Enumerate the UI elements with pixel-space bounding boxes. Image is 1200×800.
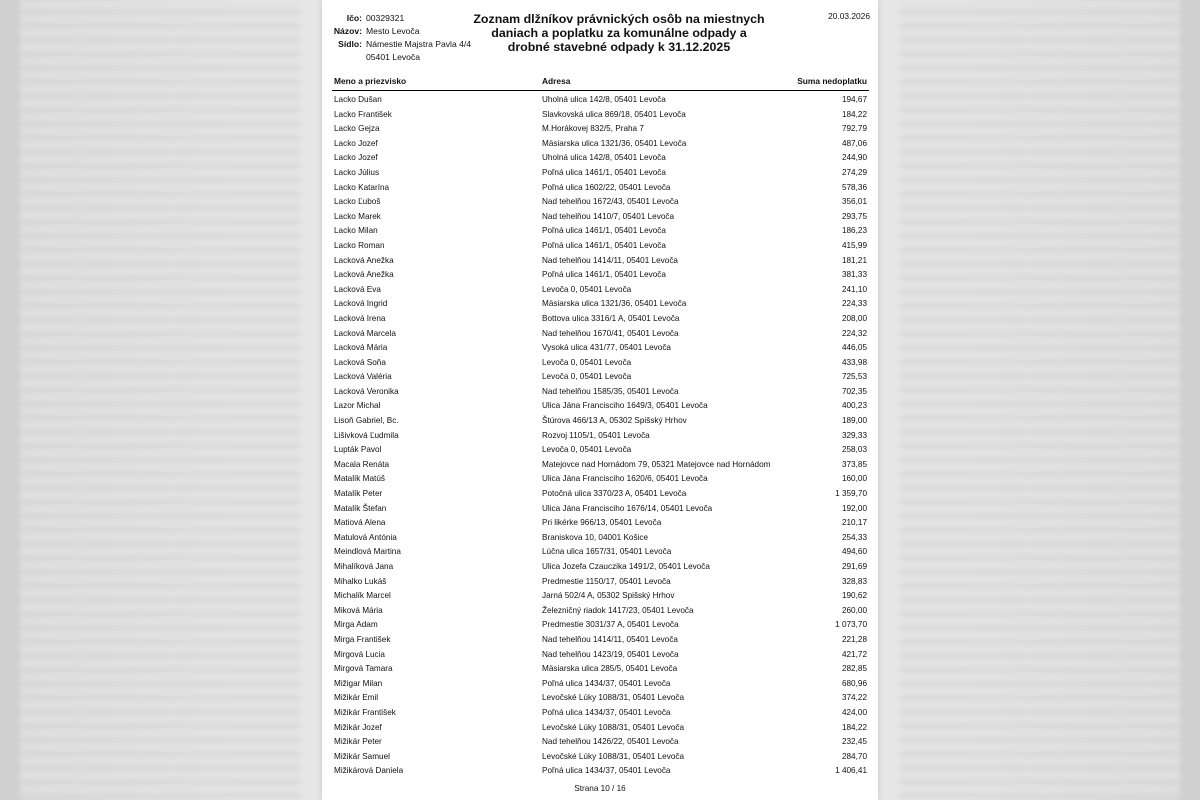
debtor-address: Levoča 0, 05401 Levoča xyxy=(542,445,632,455)
debtor-address: Nad tehelňou 1426/22, 05401 Levoča xyxy=(542,737,679,747)
debt-amount: 381,33 xyxy=(841,270,867,280)
debtor-address: Poľná ulica 1434/37, 05401 Levoča xyxy=(542,707,671,717)
table-row xyxy=(332,545,869,560)
debtor-address: Uholná ulica 142/8, 05401 Levoča xyxy=(542,153,666,163)
debtor-address: Vysoká ulica 431/77, 05401 Levoča xyxy=(542,343,671,353)
debt-amount: 415,99 xyxy=(841,240,867,250)
table-row xyxy=(332,487,869,502)
debtor-name: Matiová Alena xyxy=(334,518,386,528)
debt-amount: 244,90 xyxy=(841,153,867,163)
title-line-1: Zoznam dlžníkov právnických osôb na miestnych xyxy=(473,12,765,26)
debtor-name: Michalík Marcel xyxy=(334,591,391,601)
debtor-name: Lacko Katarína xyxy=(334,182,390,192)
table-row xyxy=(332,356,869,371)
table-row xyxy=(332,662,869,677)
debtor-name: Mižikár Peter xyxy=(334,737,382,747)
debtor-name: Meindlová Martina xyxy=(334,547,401,557)
debt-amount: 260,00 xyxy=(841,605,867,615)
blurred-background-left xyxy=(20,0,300,800)
debtor-name: Lazor Michal xyxy=(334,401,381,411)
debtor-address: Bottova ulica 3316/1 A, 05401 Levoča xyxy=(542,313,680,323)
table-row xyxy=(332,560,869,575)
debt-amount: 446,05 xyxy=(841,343,867,353)
debtor-address: Jarná 502/4 A, 05302 Spišský Hrhov xyxy=(542,591,675,601)
debtor-address: Rozvoj 1105/1, 05401 Levoča xyxy=(542,430,650,440)
debtor-address: Nad tehelňou 1672/43, 05401 Levoča xyxy=(542,197,679,207)
debtor-address: Predmestie 3031/37 A, 05401 Levoča xyxy=(542,620,679,630)
table-row xyxy=(332,283,869,298)
debtor-address: Ulica Jána Francisciho 1620/6, 05401 Levoča xyxy=(542,474,708,484)
table-row xyxy=(332,327,869,342)
debt-amount: 284,70 xyxy=(841,751,867,761)
debtor-address: Uholná ulica 142/8, 05401 Levoča xyxy=(542,95,666,104)
debt-amount: 680,96 xyxy=(841,678,867,688)
debtor-table-body xyxy=(332,93,869,779)
debtor-name: Mižikár Samuel xyxy=(334,751,390,761)
debtor-address: Poľná ulica 1461/1, 05401 Levoča xyxy=(542,240,666,250)
debtor-name: Lacko Marek xyxy=(334,211,381,221)
debtor-address: Ulica Jána Francisciho 1676/14, 05401 Levoča xyxy=(542,503,713,513)
debtor-address: Poľná ulica 1434/37, 05401 Levoča xyxy=(542,678,671,688)
sidlo-line2: 05401 Levoča xyxy=(366,52,420,62)
title-line-2: daniach a poplatku za komunálne odpady a xyxy=(491,26,747,40)
debt-amount: 702,35 xyxy=(841,386,867,396)
table-row xyxy=(332,195,869,210)
debtor-name: Lupták Pavol xyxy=(334,445,382,455)
debtor-name: Lacková Anežka xyxy=(334,270,394,280)
debt-amount: 282,85 xyxy=(841,664,867,674)
debtor-name: Miková Mária xyxy=(334,605,383,615)
blurred-background-right xyxy=(900,0,1180,800)
debtor-name: Lacko Dušan xyxy=(334,95,382,104)
document-page xyxy=(322,0,878,800)
debtor-name: Lacko Milan xyxy=(334,226,378,236)
debt-amount: 221,28 xyxy=(841,634,867,644)
debt-amount: 578,36 xyxy=(841,182,867,192)
debtor-address: Štúrova 466/13 A, 05302 Spišský Hrhov xyxy=(542,416,687,426)
debtor-name: Lacková Mária xyxy=(334,343,388,353)
table-row xyxy=(332,648,869,663)
table-row xyxy=(332,370,869,385)
debtor-name: Matulová Antónia xyxy=(334,532,397,542)
debtor-address: Braniskova 10, 04001 Košice xyxy=(542,532,649,542)
table-row xyxy=(332,341,869,356)
table-row xyxy=(332,677,869,692)
debt-amount: 487,06 xyxy=(841,138,867,148)
debt-amount: 373,85 xyxy=(841,459,867,469)
debtor-name: Matalík Peter xyxy=(334,489,383,499)
debtor-address: Železničný riadok 1417/23, 05401 Levoča xyxy=(542,605,694,615)
table-row xyxy=(332,210,869,225)
table-row xyxy=(332,312,869,327)
debtor-name: Lacko Ľuboš xyxy=(334,197,381,207)
debt-amount: 184,22 xyxy=(841,109,867,119)
ico-label: Ičo: xyxy=(346,13,362,23)
debtor-name: Mirga František xyxy=(334,634,391,644)
debtor-address: Potočná ulica 3370/23 A, 05401 Levoča xyxy=(542,489,687,499)
debtor-name: Lacková Anežka xyxy=(334,255,394,265)
debt-amount: 181,21 xyxy=(841,255,867,265)
debt-amount: 232,45 xyxy=(841,737,867,747)
table-header xyxy=(332,76,869,91)
debtor-address: Lúčna ulica 1657/31, 05401 Levoča xyxy=(542,547,672,557)
debtor-name: Lacková Marcela xyxy=(334,328,396,338)
debtor-name: Lacko Jozef xyxy=(334,138,378,148)
nazov-value: Mesto Levoča xyxy=(366,26,420,36)
table-row xyxy=(332,414,869,429)
debtor-address: Pri likérke 966/13, 05401 Levoča xyxy=(542,518,662,528)
debtor-name: Lacková Valéria xyxy=(334,372,392,382)
debt-amount: 328,83 xyxy=(841,576,867,586)
document-date: 20.03.2026 xyxy=(828,11,870,21)
debtor-address: Nad tehelňou 1414/11, 05401 Levoča xyxy=(542,634,678,644)
debtor-address: Nad tehelňou 1423/19, 05401 Levoča xyxy=(542,649,679,659)
debt-amount: 792,79 xyxy=(841,124,867,134)
debt-amount: 1 073,70 xyxy=(835,620,867,630)
debtor-address: Nad tehelňou 1585/35, 05401 Levoča xyxy=(542,386,679,396)
debtor-name: Lisoň Gabriel, Bc. xyxy=(334,416,399,426)
table-row xyxy=(332,151,869,166)
debtor-address: Matejovce nad Hornádom 79, 05321 Matejovce nad Hornádom xyxy=(542,459,771,469)
organization-info xyxy=(332,12,471,64)
title-line-3: drobné stavebné odpady k 31.12.2025 xyxy=(507,40,731,54)
debtor-address: Poľná ulica 1461/1, 05401 Levoča xyxy=(542,270,666,280)
table-row xyxy=(332,239,869,254)
table-row xyxy=(332,633,869,648)
ico-value: 00329321 xyxy=(366,13,405,23)
debt-amount: 1 406,41 xyxy=(835,766,867,776)
debtor-name: Lacková Soňa xyxy=(334,357,386,367)
debtor-address: Predmestie 1150/17, 05401 Levoča xyxy=(542,576,671,586)
debt-amount: 194,67 xyxy=(841,95,867,104)
debtor-address: Mäsiarska ulica 1321/36, 05401 Levoča xyxy=(542,138,687,148)
debt-amount: 210,17 xyxy=(841,518,867,528)
table-row xyxy=(332,254,869,269)
table-row xyxy=(332,735,869,750)
table-row xyxy=(332,122,869,137)
debtor-address: Poľná ulica 1602/22, 05401 Levoča xyxy=(542,182,671,192)
table-row xyxy=(332,268,869,283)
table-row xyxy=(332,706,869,721)
column-name: Meno a priezvisko xyxy=(334,76,407,86)
table-row xyxy=(332,181,869,196)
debt-amount: 208,00 xyxy=(841,313,867,323)
table-row xyxy=(332,458,869,473)
debt-amount: 356,01 xyxy=(841,197,867,207)
debtor-address: Levočské Lúky 1088/31, 05401 Levoča xyxy=(542,751,685,761)
debt-amount: 1 359,70 xyxy=(835,489,867,499)
debtor-name: Mižikár Emil xyxy=(334,693,379,703)
debtor-name: Lacková Ingrid xyxy=(334,299,388,309)
debtor-name: Mižigar Milan xyxy=(334,678,383,688)
debtor-name: Mižikár František xyxy=(334,707,396,717)
debtor-address: Levoča 0, 05401 Levoča xyxy=(542,284,632,294)
debtor-name: Lacko Jozef xyxy=(334,153,378,163)
debt-amount: 186,23 xyxy=(841,226,867,236)
table-row xyxy=(332,443,869,458)
debtor-address: Levoča 0, 05401 Levoča xyxy=(542,357,632,367)
debt-amount: 291,69 xyxy=(841,562,867,571)
debtor-name: Lišivková Ľudmila xyxy=(334,430,399,440)
debtor-name: Matalík Matúš xyxy=(334,474,385,484)
table-row xyxy=(332,502,869,517)
table-row xyxy=(332,385,869,400)
debt-amount: 189,00 xyxy=(841,416,867,426)
debtor-address: Slavkovská ulica 869/18, 05401 Levoča xyxy=(542,109,686,119)
debt-amount: 190,62 xyxy=(841,591,867,601)
table-row xyxy=(332,429,869,444)
table-row xyxy=(332,618,869,633)
debtor-address: Poľná ulica 1461/1, 05401 Levoča xyxy=(542,167,666,177)
column-address: Adresa xyxy=(542,76,571,86)
debtor-address: Poľná ulica 1434/37, 05401 Levoča xyxy=(542,766,671,776)
debt-amount: 433,98 xyxy=(841,357,867,367)
debtor-name: Mižikárová Daniela xyxy=(334,766,404,776)
debt-amount: 400,23 xyxy=(841,401,867,411)
debtor-address: M.Horákovej 832/5, Praha 7 xyxy=(542,124,644,134)
debtor-address: Mäsiarska ulica 1321/36, 05401 Levoča xyxy=(542,299,687,309)
table-row xyxy=(332,108,869,123)
debtor-name: Mirgová Lucia xyxy=(334,649,385,659)
table-row xyxy=(332,516,869,531)
sidlo-line1: Námestie Majstra Pavla 4/4 xyxy=(366,39,472,49)
debt-amount: 421,72 xyxy=(841,649,867,659)
table-row xyxy=(332,166,869,181)
table-row xyxy=(332,297,869,312)
debtor-address: Mäsiarska ulica 285/5, 05401 Levoča xyxy=(542,664,678,674)
debtor-address: Nad tehelňou 1414/11, 05401 Levoča xyxy=(542,255,678,265)
debtor-name: Macala Renáta xyxy=(334,459,390,469)
debtor-name: Mihalíková Jana xyxy=(334,562,394,571)
table-row xyxy=(332,399,869,414)
table-row xyxy=(332,750,869,765)
debtor-address: Ulica Jozefa Czauczika 1491/2, 05401 Levoča xyxy=(542,562,710,571)
table-row xyxy=(332,93,869,108)
table-row xyxy=(332,472,869,487)
debt-amount: 725,53 xyxy=(841,372,867,382)
table-row xyxy=(332,531,869,546)
debt-amount: 192,00 xyxy=(841,503,867,513)
debtor-name: Lacková Veronika xyxy=(334,386,399,396)
debtor-address: Levoča 0, 05401 Levoča xyxy=(542,372,632,382)
debtor-name: Lacko František xyxy=(334,109,392,119)
debtor-address: Nad tehelňou 1410/7, 05401 Levoča xyxy=(542,211,675,221)
debt-amount: 274,29 xyxy=(841,167,867,177)
debt-amount: 224,33 xyxy=(841,299,867,309)
document-title xyxy=(472,12,766,54)
sidlo-label: Sídlo: xyxy=(338,39,362,49)
debtor-address: Nad tehelňou 1670/41, 05401 Levoča xyxy=(542,328,679,338)
debtor-name: Lacko Július xyxy=(334,167,380,177)
debtor-name: Lacková Eva xyxy=(334,284,381,294)
table-row xyxy=(332,137,869,152)
debtor-name: Mirgová Tamara xyxy=(334,664,393,674)
debt-amount: 258,03 xyxy=(841,445,867,455)
debtor-name: Mirga Adam xyxy=(334,620,378,630)
column-sum: Suma nedoplatku xyxy=(797,76,867,86)
table-row xyxy=(332,589,869,604)
debt-amount: 494,60 xyxy=(841,547,867,557)
debt-amount: 293,75 xyxy=(841,211,867,221)
table-row xyxy=(332,721,869,736)
table-row xyxy=(332,691,869,706)
debtor-name: Lacko Gejza xyxy=(334,124,380,134)
debtor-name: Mižikár Jozef xyxy=(334,722,382,732)
debt-amount: 241,10 xyxy=(841,284,867,294)
table-row xyxy=(332,604,869,619)
debtor-address: Poľná ulica 1461/1, 05401 Levoča xyxy=(542,226,666,236)
debt-amount: 224,32 xyxy=(841,328,867,338)
debtor-address: Levočské Lúky 1088/31, 05401 Levoča xyxy=(542,722,685,732)
debt-amount: 329,33 xyxy=(841,430,867,440)
debt-amount: 374,22 xyxy=(841,693,867,703)
debtor-name: Lacko Roman xyxy=(334,240,385,250)
debt-amount: 160,00 xyxy=(841,474,867,484)
nazov-label: Názov: xyxy=(333,26,362,36)
debtor-address: Levočské Lúky 1088/31, 05401 Levoča xyxy=(542,693,685,703)
debtor-name: Matalík Štefan xyxy=(334,503,387,513)
table-row xyxy=(332,575,869,590)
table-row xyxy=(332,224,869,239)
page-number: Strana 10 / 16 xyxy=(574,784,626,793)
debt-amount: 424,00 xyxy=(841,707,867,717)
debt-amount: 254,33 xyxy=(841,532,867,542)
debtor-name: Mihalko Lukáš xyxy=(334,576,387,586)
debtor-address: Ulica Jána Francisciho 1649/3, 05401 Levoča xyxy=(542,401,708,411)
table-row xyxy=(332,764,869,779)
debt-amount: 184,22 xyxy=(841,722,867,732)
debtor-name: Lacková Irena xyxy=(334,313,386,323)
